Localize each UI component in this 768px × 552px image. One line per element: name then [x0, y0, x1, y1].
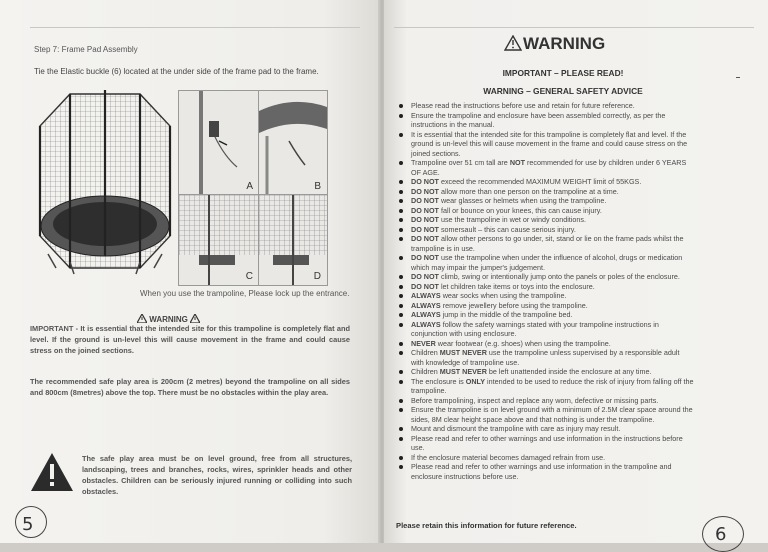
rule-emphasis: NEVER	[411, 338, 436, 348]
warning-title-text: WARNING	[523, 34, 606, 53]
safety-rule-item	[398, 101, 694, 111]
warning-heading-text: WARNING	[149, 315, 188, 324]
safety-rule-item	[398, 272, 694, 282]
inset-label-d: D	[313, 271, 321, 282]
buckle-detail-illustration	[179, 91, 259, 195]
safety-rule-item	[398, 462, 694, 481]
safety-rules-list	[398, 101, 694, 481]
rule-text: exceed the recommended MAXIMUM WEIGHT limit of 55KGS.	[438, 177, 642, 186]
rule-emphasis: ONLY	[465, 376, 486, 386]
rule-text: Mount and dismount the trampoline with care as injury may result.	[411, 424, 621, 433]
rule-text: Please read the instructions before use and retain for future reference.	[411, 101, 635, 110]
page-number: 5	[22, 514, 34, 535]
safe-area-paragraph: The recommended safe play area is 200cm (2 metres) beyond the trampoline on all sides and 800cm (8metres) above the top. There must be no obstacles within the play area.	[30, 377, 350, 397]
rule-text: Please read and refer to other warnings and use information in the instructions before use.	[411, 433, 683, 452]
rule-emphasis: ALWAYS	[411, 291, 441, 300]
safety-rule-item	[398, 367, 694, 377]
safety-rule-item	[398, 339, 694, 349]
level-ground-paragraph: The safe play area must be on level ground, free from all structures, landscaping, trees and branches, rocks, wires, sprinkler heads and other obstacles. Children can be seriously injured running or colliding into such obstacles.	[82, 454, 352, 496]
inset-label-b: B	[314, 181, 321, 192]
safety-rule-item	[398, 158, 694, 177]
left-page	[0, 0, 380, 543]
rule-text: recommended for use by children under 6 YEARS OF AGE.	[411, 158, 687, 177]
important-subtitle: IMPORTANT – PLEASE READ!	[502, 68, 624, 78]
safety-rule-item	[398, 177, 694, 187]
rule-emphasis: MUST NEVER	[439, 348, 487, 357]
safety-rule-item	[398, 396, 694, 406]
rule-text: Children	[411, 367, 440, 376]
rule-emphasis: DO NOT	[411, 224, 439, 234]
rule-text: allow more than one person on the trampoline at a time.	[438, 186, 619, 196]
safety-rule-item	[398, 282, 694, 292]
safety-rule-item	[398, 196, 694, 206]
safety-rule-item	[398, 130, 694, 159]
instruction-text: Tie the Elastic buckle (6) located at the under side of the frame pad to the frame.	[34, 67, 319, 76]
detail-inset-c	[178, 194, 260, 286]
rule-text: wear glasses or helmets when using the trampoline.	[438, 196, 607, 205]
rule-text: Trampoline over 51 cm tall are	[411, 158, 510, 167]
safety-rule-item	[398, 234, 694, 253]
rule-text: jump in the middle of the trampoline bed.	[440, 310, 573, 319]
rule-text: allow other persons to go under, sit, stand or lie on the frame pads whilst the trampoline is in use.	[411, 234, 684, 253]
rule-text: let children take items or toys into the enclosure.	[438, 281, 595, 291]
safety-rule-item	[398, 187, 694, 197]
trampoline-enclosure-illustration	[30, 86, 178, 276]
rule-emphasis: NOT	[509, 158, 525, 167]
safety-rule-item	[398, 215, 694, 225]
rule-emphasis: DO NOT	[411, 253, 439, 262]
detail-inset-d	[258, 194, 328, 286]
rule-text: somersault – this can cause serious injury.	[438, 224, 576, 234]
safety-rule-item	[398, 348, 694, 367]
safety-rule-item	[398, 111, 694, 130]
safety-rule-item	[398, 424, 694, 434]
margin-mark	[736, 77, 740, 78]
rule-emphasis: DO NOT	[411, 186, 439, 196]
warning-triangle-icon	[137, 314, 147, 323]
warning-triangle-icon	[504, 35, 522, 51]
rule-emphasis: DO NOT	[411, 196, 439, 205]
rule-emphasis: DO NOT	[411, 272, 439, 281]
rule-text: use the trampoline when under the influence of alcohol, drugs or medication which may impair the jumper's judgement.	[411, 253, 683, 272]
warning-triangle-icon	[30, 452, 74, 492]
rule-text: wear socks when using the trampoline.	[440, 291, 567, 300]
inset-label-c: C	[245, 271, 253, 282]
rule-emphasis: DO NOT	[411, 234, 439, 243]
rule-text: climb, swing or intentionally jump onto the panels or poles of the enclosure.	[438, 272, 680, 281]
important-paragraph: IMPORTANT - It is essential that the intended site for this trampoline is completely flat and level. If the ground is un-level this will cause movement in the frame and could cause stress on the joined sections.	[30, 324, 350, 355]
safety-rule-item	[398, 206, 694, 216]
safety-rule-item	[398, 291, 694, 301]
figure-caption: When you use the trampoline, Please lock up the entrance.	[140, 289, 350, 298]
rule-text: Children	[411, 348, 440, 357]
rule-emphasis: MUST NEVER	[439, 367, 487, 376]
rule-text: Please read and refer to other warnings and use information in the trampoline and enclosure instructions before use.	[411, 462, 672, 481]
inset-label-a: A	[246, 181, 253, 192]
safety-rule-item	[398, 225, 694, 235]
rule-emphasis: ALWAYS	[411, 310, 441, 319]
page-number: 6	[715, 524, 727, 545]
rule-text: Ensure the trampoline is on level ground with a minimum of 2.5M clear space around the sides, 8M clear height space above and that nothing is under the trampoline.	[411, 405, 693, 424]
safety-rule-item	[398, 453, 694, 463]
rule-text: use the trampoline unless supervised by a responsible adult with knowledge of trampoline use.	[411, 348, 680, 367]
rule-text: use the trampoline in wet or windy conditions.	[438, 215, 586, 224]
top-rule	[30, 27, 360, 28]
safety-rule-item	[398, 405, 694, 424]
rule-text: Before trampolining, inspect and replace any worn, defective or missing parts.	[411, 395, 659, 405]
rule-emphasis: DO NOT	[411, 177, 439, 186]
rule-emphasis: ALWAYS	[411, 319, 441, 329]
step-title: Step 7: Frame Pad Assembly	[34, 45, 138, 54]
warning-title	[504, 34, 605, 56]
rule-text: intended to be used to reduce the risk of injury from falling off the trampoline.	[411, 376, 694, 395]
detail-inset-b	[258, 90, 328, 196]
detail-inset-a	[178, 90, 260, 196]
rule-emphasis: ALWAYS	[411, 300, 441, 310]
safety-rule-item	[398, 253, 694, 272]
safety-rule-item	[398, 434, 694, 453]
rule-text: It is essential that the intended site for this trampoline is completely flat and level. If the ground is un-level this will cause movement in the frame and could cause stress on the joined sections.	[411, 129, 688, 158]
rule-text: fall or bounce on your knees, this can cause injury.	[438, 205, 602, 215]
rule-text: Ensure the trampoline and enclosure have been assembled correctly, as per the instructions in the manual.	[411, 110, 666, 129]
frame-pad-detail-illustration	[259, 91, 327, 195]
rule-emphasis: DO NOT	[411, 205, 439, 215]
rule-emphasis: DO NOT	[411, 281, 439, 291]
safety-rule-item	[398, 310, 694, 320]
rule-text: remove jewellery before using the trampoline.	[440, 300, 588, 310]
top-rule	[394, 27, 754, 28]
safety-section-heading: WARNING – GENERAL SAFETY ADVICE	[483, 86, 643, 96]
rule-emphasis: DO NOT	[411, 215, 439, 224]
safety-rule-item	[398, 301, 694, 311]
warning-triangle-icon	[190, 314, 200, 323]
rule-text: The enclosure is	[411, 376, 466, 386]
safety-rule-item	[398, 320, 694, 339]
rule-text: follow the safety warnings stated with your trampoline instructions in conjunction with using enclosure.	[411, 319, 659, 338]
retain-footer: Please retain this information for future reference.	[396, 521, 577, 530]
rule-text: wear footwear (e.g. shoes) when using the trampoline.	[435, 338, 611, 348]
rule-text: If the enclosure material becomes damaged refrain from use.	[411, 452, 606, 462]
safety-rule-item	[398, 377, 694, 396]
rule-text: be left unattended inside the enclosure at any time.	[486, 367, 652, 376]
